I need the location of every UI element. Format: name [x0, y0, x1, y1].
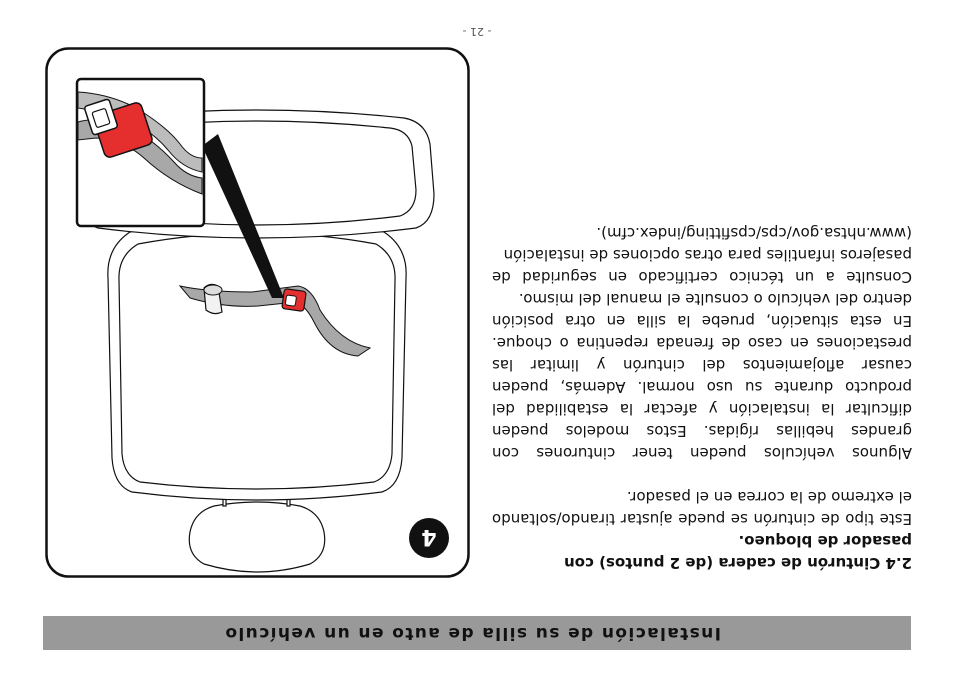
page-number: - 21 -	[462, 25, 492, 38]
zoom-inset	[77, 79, 204, 226]
paragraph-consult-technician: Consulte a un técnico certificado en seguridad de pasajeros infantiles para otras opciones de instalación	[492, 246, 912, 286]
paragraph-adjust: Este tipo de cinturón se puede ajustar tirando/soltando el extremo de la correa en el pasador.	[492, 488, 912, 528]
section-header-title: Instalación de su silla de auto en un vehículo	[223, 623, 721, 643]
step-number-badge	[409, 518, 449, 558]
section-header-bar	[43, 616, 911, 650]
rigid-buckle	[204, 284, 222, 313]
latch-plate-small	[282, 289, 307, 312]
instruction-text-column	[492, 222, 912, 574]
section-title: 2.4 Cinturón de cadera (de 2 puntos) con pasador de bloqueo.	[564, 532, 912, 572]
nhtsa-url: (www.nhtsa.gov/cps/cpsfitting/index.cfm).	[596, 224, 912, 242]
installation-figure	[45, 47, 470, 578]
step-number: 4	[421, 524, 437, 549]
paragraph-rigid-buckles: Algunos vehículos pueden tener cinturones con grandes hebillas rígidas. Estos modelos pueden dificultar la instalación y afectar la estabilidad del producto durante su uso normal. Además, pueden causar aflojamientos del cinturón y limitar las prestaciones en caso de frenada repentina o choque. En esta situación, pruebe la silla en otra posición dentro del vehículo o consulte el manual del mismo.	[492, 290, 912, 462]
